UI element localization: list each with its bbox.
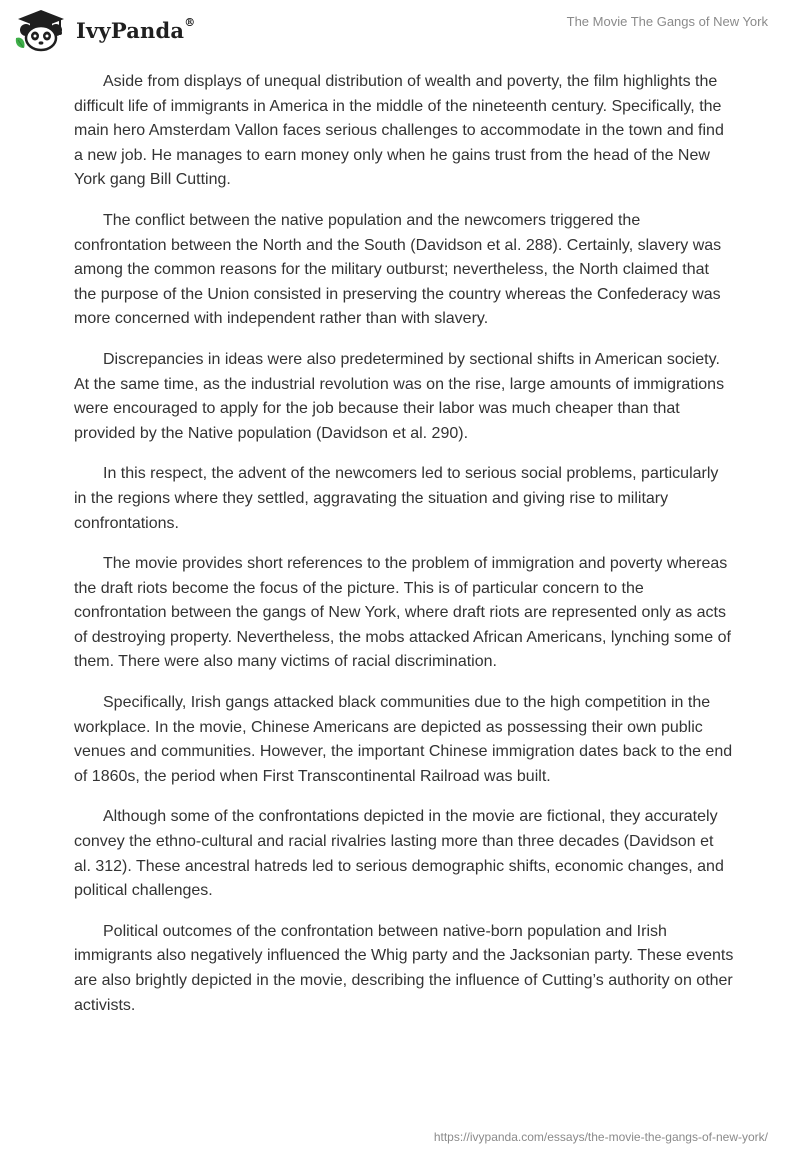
paragraph: Political outcomes of the confrontation between native-born population and Irish immigrants also negatively influenced the Whig party and the Jacksonian party. These events are also brightly depicted in the movie, describing the influence of Cutting’s authority on other activists.: [74, 922, 734, 1014]
panda-graduate-icon: [12, 8, 70, 52]
paragraph: In this respect, the advent of the newcomers led to serious social problems, particularly in the regions where they settled, aggravating the situation and giving rise to military confrontations.: [74, 465, 719, 532]
paragraph: Aside from displays of unequal distribution of wealth and poverty, the film highlights the difficult life of immigrants in America in the middle of the nineteenth century. Specifically, the main hero Amsterdam Vallon faces serious challenges to accommodate in the town and find a new job. He manages to earn money only when he gains trust from the head of the New York gang Bill Cutting.: [74, 73, 724, 189]
source-url-link[interactable]: https://ivypanda.com/essays/the-movie-the-gangs-of-new-york/: [433, 1130, 768, 1144]
paragraph: The movie provides short references to the problem of immigration and poverty whereas the draft riots become the focus of the picture. This is of particular concern to the confrontation between the gangs of New York, where draft riots are represented only as acts of destroying property. Nevertheless, the mobs attacked African Americans, lynching some of them. There were also many victims of racial discrimination.: [74, 555, 731, 671]
paragraph: Specifically, Irish gangs attacked black communities due to the high competition in the workplace. In the movie, Chinese Americans are depicted as possessing their own public venues and communities. However, the important Chinese immigration dates back to the end of 1860s, the period when First Transcontinental Railroad was built.: [74, 694, 733, 785]
paragraph: Although some of the confrontations depicted in the movie are fictional, they accurately convey the ethno-cultural and racial rivalries lasting more than three decades (Davidson et al. 312). These ancestral hatreds led to serious demographic shifts, economic changes, and political challenges.: [74, 808, 724, 900]
registered-mark: ®: [184, 15, 196, 29]
essay-body: [74, 70, 734, 1034]
brand-name-text: IvyPanda: [76, 17, 185, 43]
page-header: [0, 0, 800, 60]
paragraph: The conflict between the native population and the newcomers triggered the confrontation between the North and the South (Davidson et al. 288). Certainly, slavery was among the common reasons for the military outburst; nevertheless, the North claimed that the purpose of the Union consisted in preserving the country whereas the Confederacy was more concerned with independent rather than with slavery.: [74, 211, 722, 328]
ivypanda-logo[interactable]: [12, 8, 195, 52]
document-title: The Movie The Gangs of New York: [566, 14, 768, 29]
paragraph: Discrepancies in ideas were also predetermined by sectional shifts in American society. At the same time, as the industrial revolution was on the rise, large amounts of immigrations were encouraged to apply for the job because their labor was much cheaper than that provided by the Native population (Davidson et al. 290).: [74, 350, 725, 442]
brand-name: [76, 15, 196, 43]
